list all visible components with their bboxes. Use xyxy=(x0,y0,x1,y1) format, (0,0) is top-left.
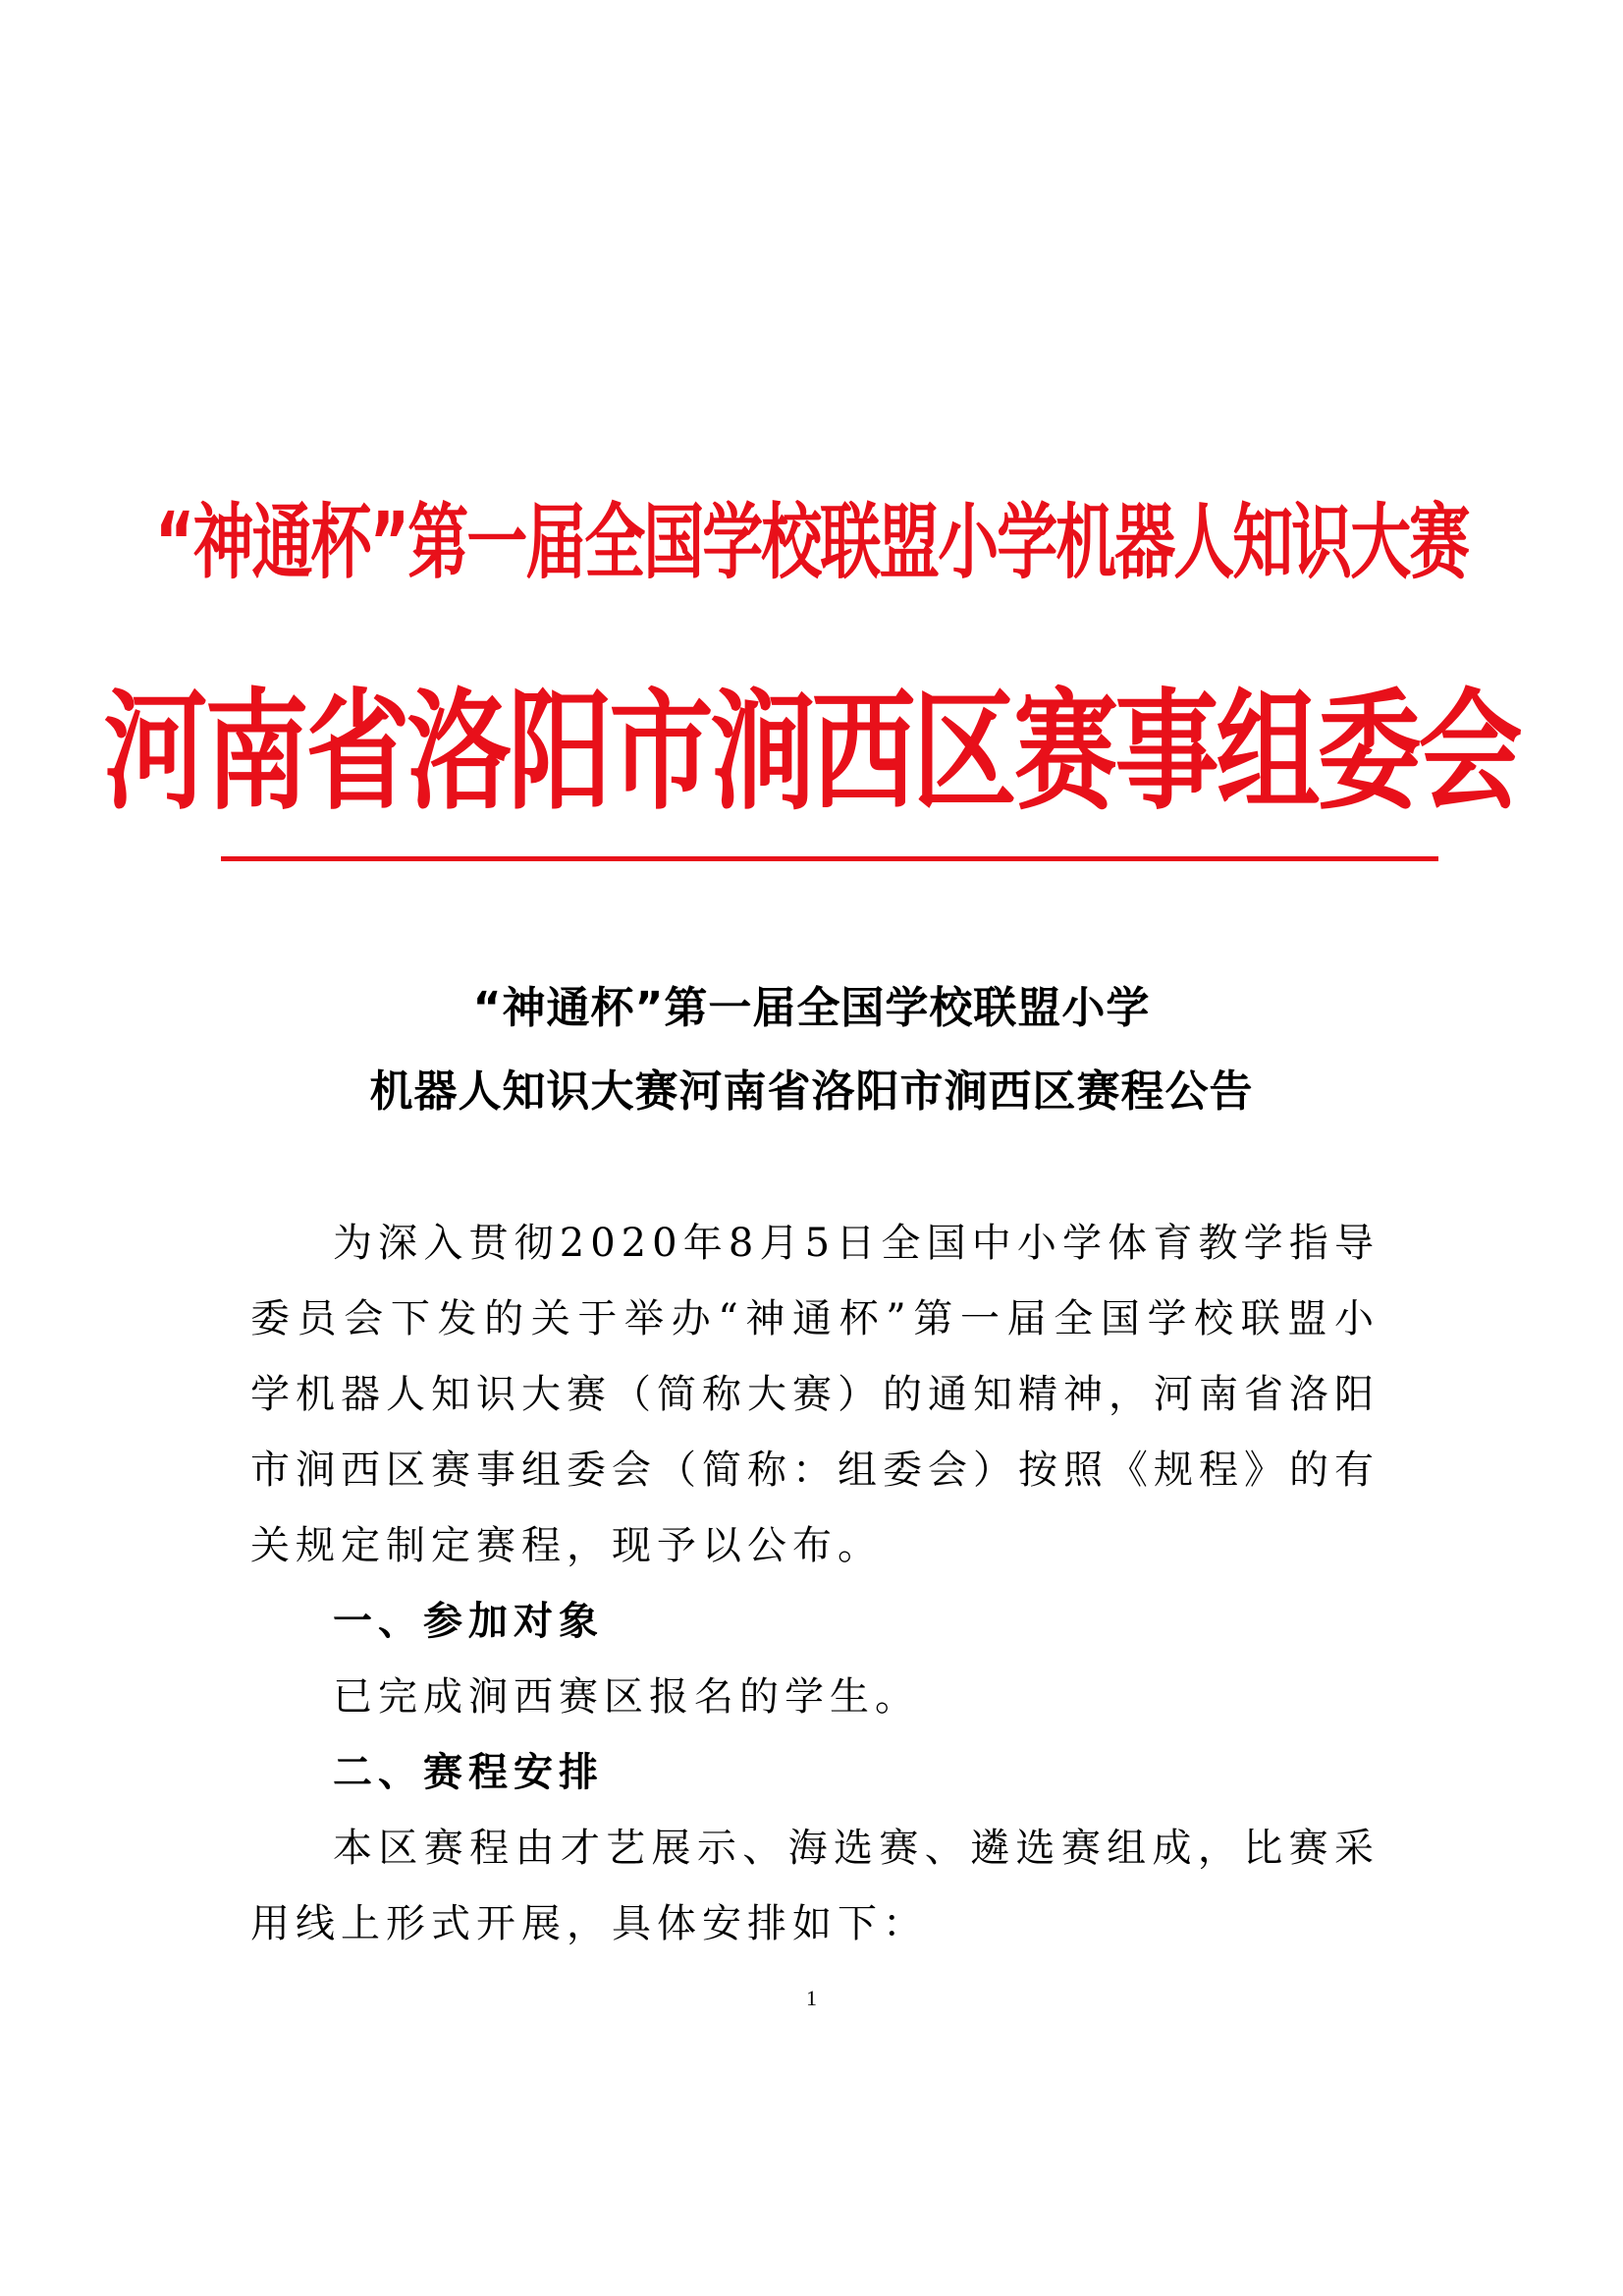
page-number: 1 xyxy=(806,1986,817,2010)
masthead-organizer: 河南省洛阳市涧西区赛事组委会 xyxy=(103,676,1520,828)
intro-paragraph: 为深入贯彻2020年8月5日全国中小学体育教学指导委员会下发的关于举办“神通杯”第一届全国学校联盟小学机器人知识大赛（简称大赛）的通知精神，河南省洛阳市涧西区赛事组委会（简称：组委会）按照《规程》的有关规定制定赛程，现予以公布。 xyxy=(250,1221,1380,1568)
section-2-heading: 二、赛程安排 xyxy=(333,1750,604,1795)
section-1-heading: 一、参加对象 xyxy=(333,1599,604,1644)
section-1-paragraph: 已完成涧西赛区报名的学生。 xyxy=(333,1674,920,1720)
document-title-line-1: “神通杯”第一届全国学校联盟小学 xyxy=(472,983,1151,1033)
document-title-line-2: 机器人知识大赛河南省洛阳市涧西区赛程公告 xyxy=(369,1066,1254,1117)
document-body xyxy=(250,1206,1380,1962)
masthead-event-name: “神通杯”第一届全国学校联盟小学机器人知识大赛 xyxy=(154,493,1469,591)
masthead-red-rule xyxy=(221,856,1438,861)
section-2-paragraph: 本区赛程由才艺展示、海选赛、遴选赛组成，比赛采用线上形式开展，具体安排如下： xyxy=(250,1826,1380,1946)
